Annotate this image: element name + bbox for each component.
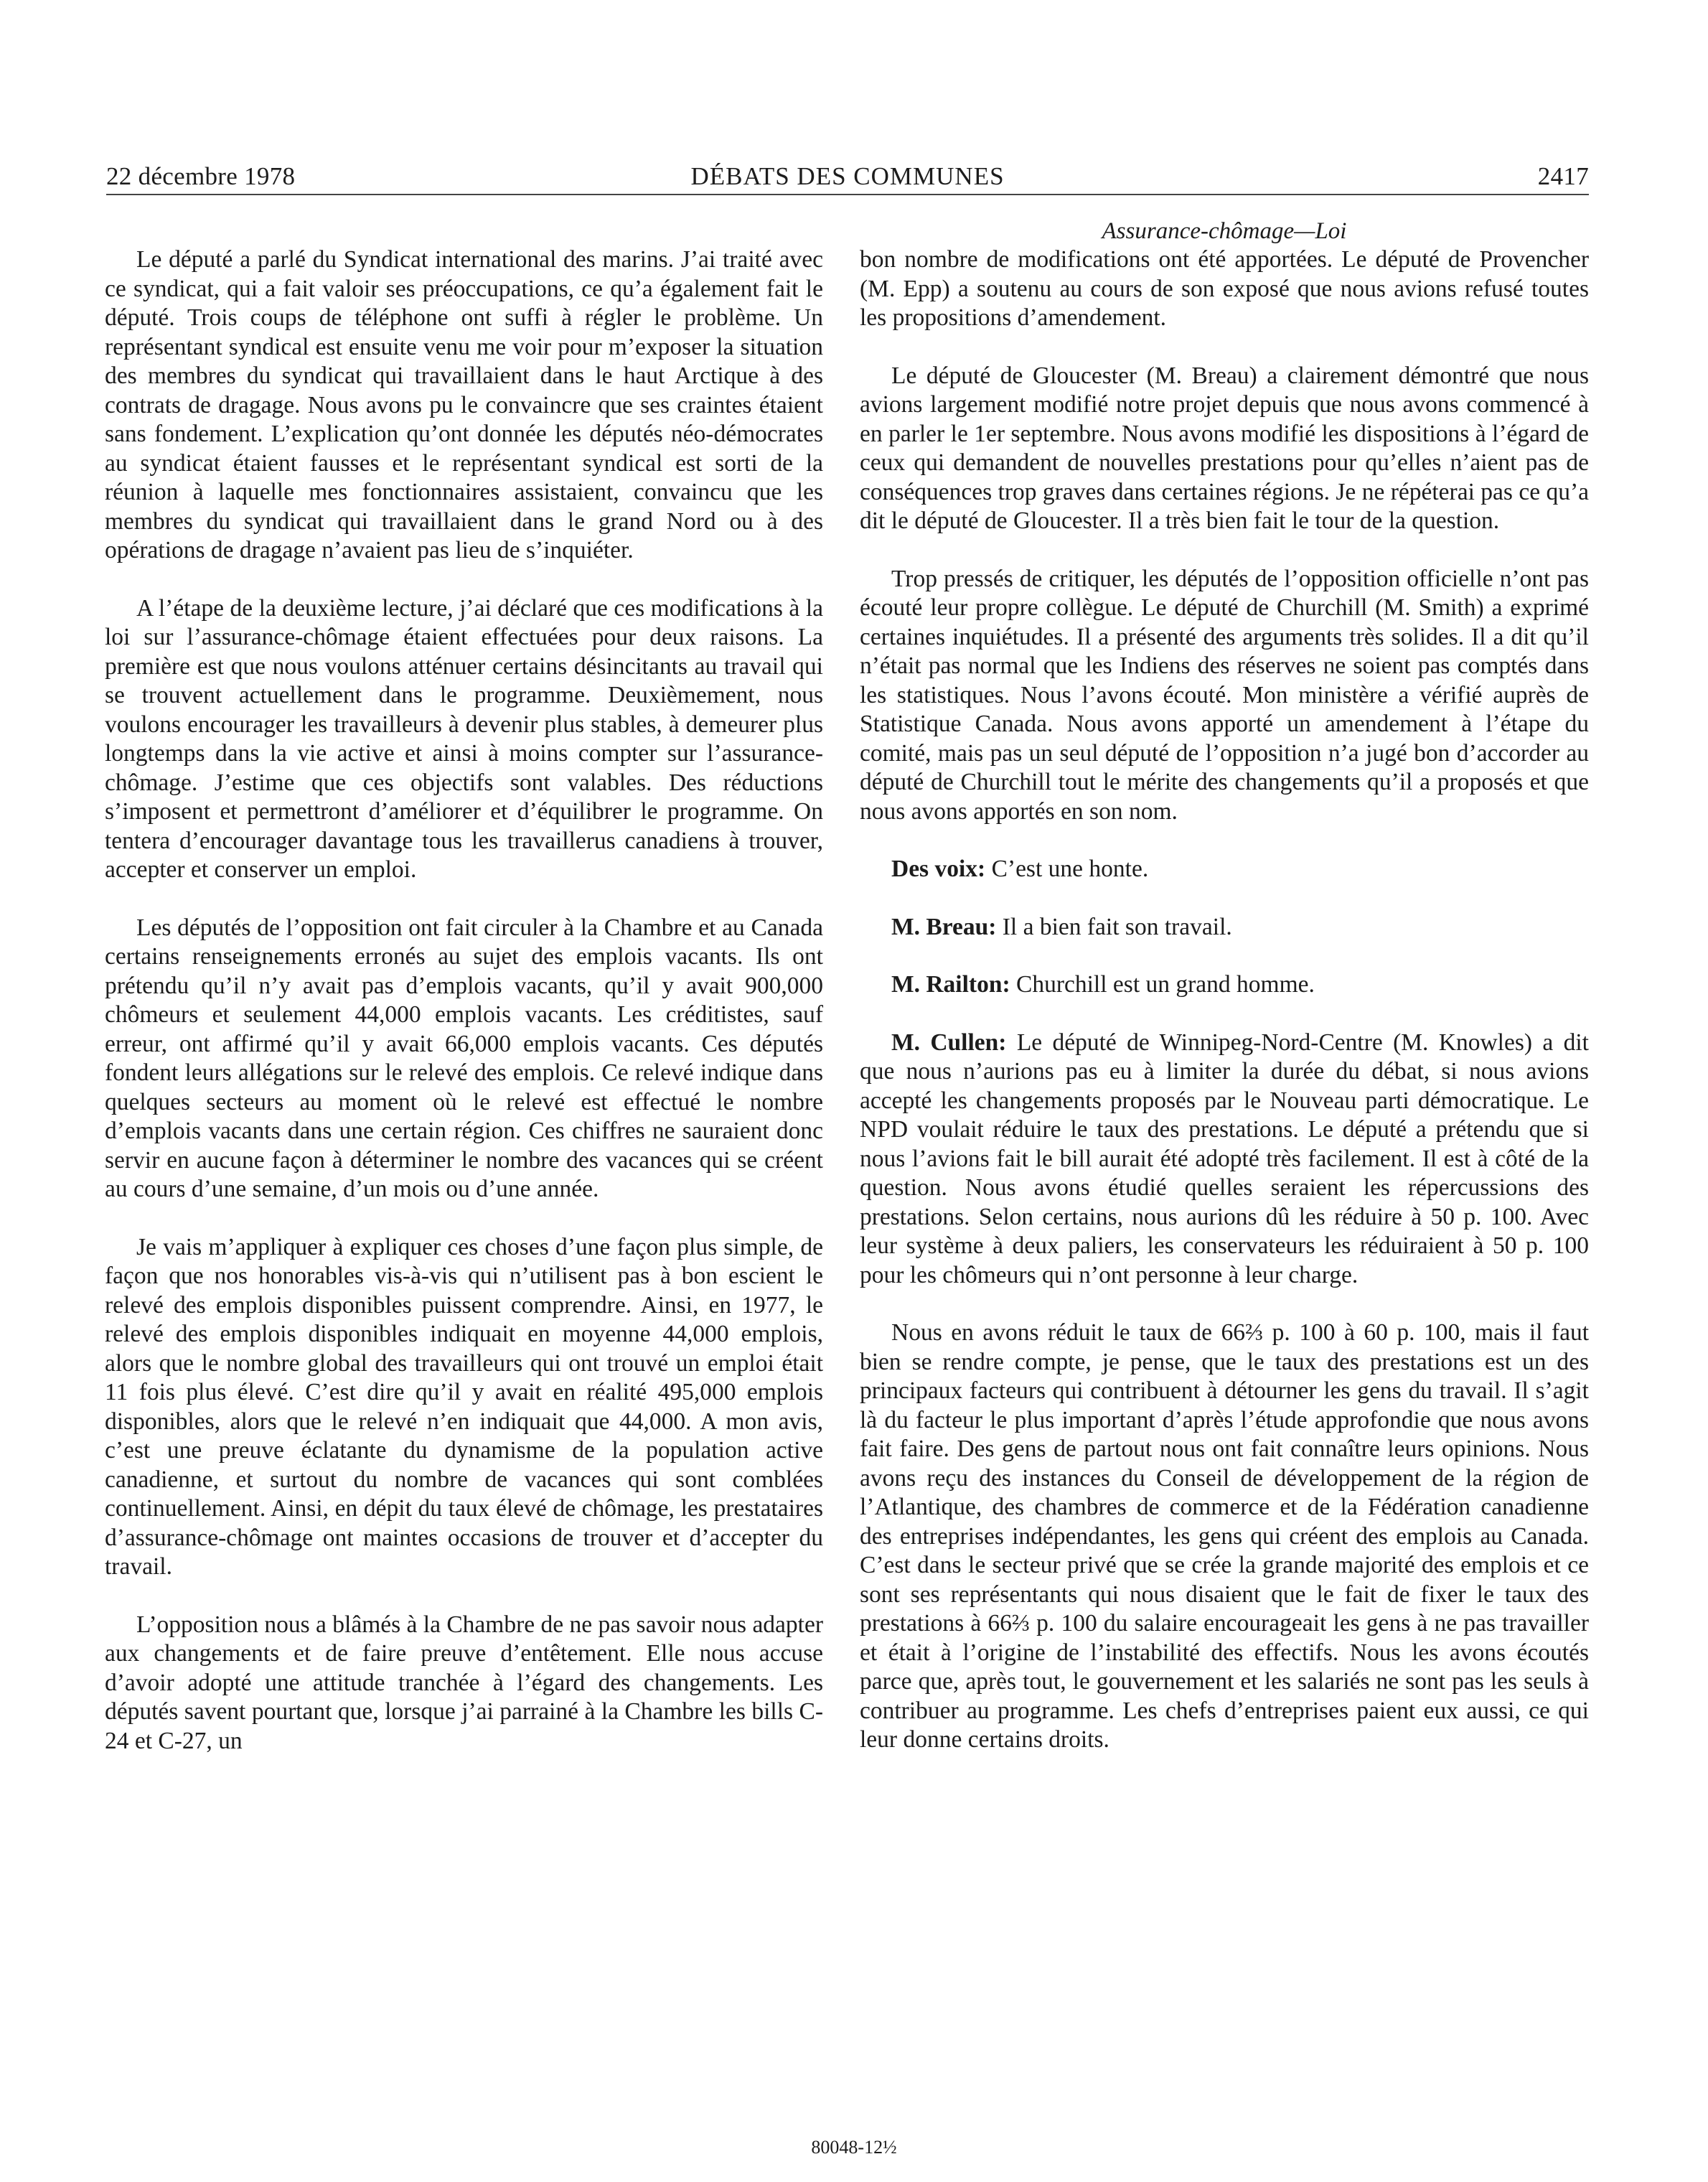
speaker-name: M. Cullen: <box>891 1029 1007 1056</box>
left-column <box>105 245 823 1756</box>
continued-paragraph: bon nombre de modifications ont été apportées. Le député de Provencher (M. Epp) a soutenu au cours de son exposé que nous avions refusé toutes les propositions d’amendement. <box>860 246 1589 331</box>
header-page-number: 2417 <box>1537 162 1589 190</box>
speech-text: Il a bien fait son travail. <box>996 913 1232 940</box>
section-subtitle: Assurance-chômage—Loi <box>1102 218 1347 244</box>
speech-turn <box>860 970 1589 1000</box>
right-column <box>860 245 1589 1755</box>
speech-text: Le député de Winnipeg-Nord-Centre (M. Knowles) a dit que nous n’aurions pas eu à limiter la durée du débat, si nous avions accepté les changements proposés par le Nouveau parti démocratique. Le NPD voulait réduire le taux des prestations. Le député a prétendu que si nous l’avions fait le bill aurait été adopté très facilement. Il est à côté de la question. Nous avons étudié quelles seraient les répercussions des prestations. Selon certains, nous aurions dû les réduire à 50 p. 100. Avec leur système à deux paliers, les conservateurs les réduiraient à 50 p. 100 pour les chômeurs qui n’ont personne à leur charge. <box>860 1029 1589 1288</box>
speech-turn <box>860 913 1589 942</box>
speaker-name: M. Railton: <box>891 971 1010 998</box>
paragraph: Nous en avons réduit le taux de 66⅔ p. 100 à 60 p. 100, mais il faut bien se rendre compte, je pense, que le taux des prestations est un des principaux facteurs qui contribuent à détourner les gens du travail. Il s’agit là du facteur le plus important d’après l’étude approfondie que nous avons fait faire. Des gens de partout nous ont fait connaître leurs opinions. Nous avons reçu des instances du Conseil de développement de la région de l’Atlantique, des chambres de commerce et de la Fédération canadienne des entreprises indépendantes, les gens qui créent des emplois au Canada. C’est dans le secteur privé que se crée la grande majorité des emplois et ce sont ses représentants qui nous disaient que le fait de fixer le taux des prestations à 66⅔ p. 100 du salaire encourageait les gens à ne pas travailler et était à l’origine de l’instabilité des effectifs. Nous les avons écoutés parce que, après tout, le gouvernement et les salariés ne sont pas les seuls à contribuer au programme. Les chefs d’entreprises paient eux aussi, ce qui leur donne certains droits. <box>860 1319 1589 1753</box>
paragraph: Les députés de l’opposition ont fait circuler à la Chambre et au Canada certains renseignements erronés au sujet des emplois vacants. Ils ont prétendu qu’il n’y avait pas d’emplois vacants, qu’il y avait 900,000 chômeurs et seulement 44,000 emplois vacants. Les créditistes, sauf erreur, ont affirmé qu’il y avait 66,000 emplois vacants. Ces députés fondent leurs allégations sur le relevé des emplois. Ce relevé indique dans quelques secteurs au moment où le relevé est effectué le nombre d’emplois vacants dans une certain région. Ces chiffres ne sauraient donc servir en aucune façon à déterminer le nombre des vacances qui se créent au cours d’une semaine, d’un mois ou d’une année. <box>105 914 823 1202</box>
page-footer-code: 80048-12½ <box>811 2137 897 2158</box>
paragraph: Je vais m’appliquer à expliquer ces choses d’une façon plus simple, de façon que nos honorables vis-à-vis qui n’utilisent pas à bon escient le relevé des emplois disponibles puissent comprendre. Ainsi, en 1977, le relevé des emplois disponibles indiquait en moyenne 44,000 emplois, alors que le nombre global des travailleurs qui ont trouvé un emploi était 11 fois plus élevé. C’est dire qu’il y avait en réalité 495,000 emplois disponibles, alors que le relevé n’en indiquait que 44,000. A mon avis, c’est une preuve éclatante du dynamisme de la population active canadienne, et surtout du nombre de vacances qui sont comblées continuellement. Ainsi, en dépit du taux élevé de chômage, les prestataires d’assurance-chômage ont maintes occasions de trouver et d’accepter du travail. <box>105 1233 823 1580</box>
paragraph: L’opposition nous a blâmés à la Chambre de ne pas savoir nous adapter aux changements et de faire preuve d’entêtement. Elle nous accuse d’avoir adopté une attitude tranchée à l’égard des changements. Les députés savent pourtant que, lorsque j’ai parrainé à la Chambre les bills C-24 et C-27, un <box>105 1611 824 1754</box>
speech-turn <box>860 1029 1589 1291</box>
paragraph: Trop pressés de critiquer, les députés de l’opposition officielle n’ont pas écouté leur propre collègue. Le député de Churchill (M. Smith) a exprimé certaines inquiétudes. Il a présenté des arguments très solides. Il a dit qu’il n’était pas normal que les Indiens des réserves ne soient pas comptés dans les statistiques. Nous l’avons écouté. Mon ministère a vérifié auprès de Statistique Canada. Nous avons apporté un amendement à l’étape du comité, mais pas un seul député de l’opposition n’a jugé bon d’accorder au député de Churchill tout le mérite des changements qu’il a proposés et que nous avons apportés en son nom. <box>860 565 1589 825</box>
paragraph: Le député a parlé du Syndicat international des marins. J’ai traité avec ce syndicat, qui a fait valoir ses préoccupations, ce qu’a également fait le député. Trois coups de téléphone ont suffi à régler le problème. Un représentant syndical est ensuite venu me voir pour m’exposer la situation des membres du syndicat qui travaillaient dans le haut Arctique à des contrats de dragage. Nous avons pu le convaincre que ses craintes étaient sans fondement. L’explication qu’ont donnée les députés néo-démocrates au syndicat étaient fausses et le représentant syndical est sorti de la réunion à laquelle mes fonctionnaires assistaient, convaincu que les membres du syndicat qui travaillaient dans le grand Nord ou à des opérations de dragage n’avaient pas lieu de s’inquiéter. <box>105 246 823 563</box>
paragraph: A l’étape de la deuxième lecture, j’ai déclaré que ces modifications à la loi sur l’assurance-chômage étaient effectuées pour deux raisons. La première est que nous voulons atténuer certains désincitants au travail qui se trouvent actuellement dans le programme. Deuxièmement, nous voulons encourager les travailleurs à devenir plus stables, à demeurer plus longtemps dans la vie active et ainsi à moins compter sur l’assurance-chômage. J’estime que ces objectifs sont valables. Des réductions s’imposent et permettront d’améliorer et d’équilibrer le programme. On tentera d’encourager davantage tous les travaillerus canadiens à trouver, accepter et conserver un emploi. <box>105 594 823 883</box>
speaker-name: M. Breau: <box>891 913 997 940</box>
header-journal-title: DÉBATS DES COMMUNES <box>690 162 1005 190</box>
speaker-name: Des voix: <box>891 856 986 882</box>
speech-turn <box>860 855 1589 884</box>
speech-text: Churchill est un grand homme. <box>1010 971 1315 998</box>
page-header <box>106 159 1589 195</box>
speech-text: C’est une honte. <box>985 856 1149 882</box>
paragraph: Le député de Gloucester (M. Breau) a clairement démontré que nous avions largement modifié notre projet depuis que nous avons commencé à en parler le 1er septembre. Nous avons modifié les dispositions à l’égard de ceux qui demandent de nouvelles prestations pour qu’elles n’aient pas de conséquences trop graves dans certaines régions. Je ne répéterai pas ce qu’a dit le député de Gloucester. Il a très bien fait le tour de la question. <box>860 362 1589 534</box>
header-date: 22 décembre 1978 <box>106 162 296 190</box>
